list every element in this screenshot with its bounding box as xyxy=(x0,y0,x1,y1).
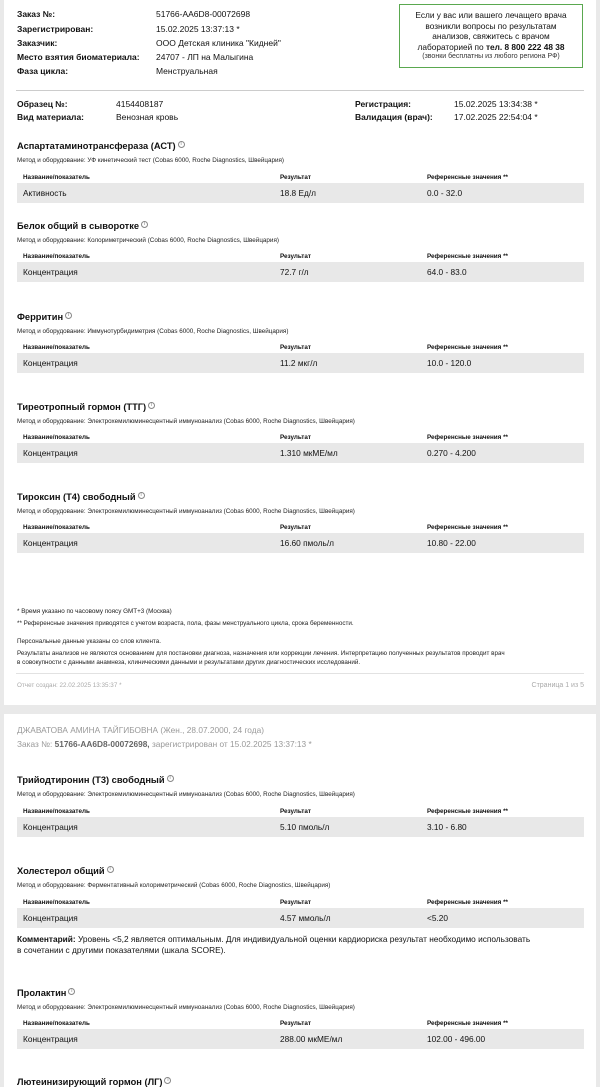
info-circle-icon[interactable]: i xyxy=(167,775,174,782)
test-method: Метод и оборудование: Электрохемилюминесцентный иммуноанализ (Cobas 6000, Roche Diagnostics, Швейцария) xyxy=(17,791,355,798)
header-name: Название/показатель xyxy=(23,1020,90,1027)
contact-phone[interactable]: тел. 8 800 222 48 38 xyxy=(485,41,565,52)
test-title-text: Лютеинизирующий гормон (ЛГ) xyxy=(17,1077,163,1087)
row-result: 16.60 пмоль/л xyxy=(280,538,335,548)
header-name: Название/показатель xyxy=(23,253,90,260)
footnote-reference: ** Референсные значения приводятся с учетом возраста, пола, фазы менструального цикла, срока беременности. xyxy=(17,620,354,627)
row-result: 288.00 мкМЕ/мл xyxy=(280,1034,343,1044)
contact-box xyxy=(399,4,583,68)
header-name: Название/показатель xyxy=(23,174,90,181)
material-label: Вид материала: xyxy=(17,112,85,122)
order-no-label: Заказ №: xyxy=(17,9,56,19)
validation-value: 17.02.2025 22:54:04 * xyxy=(454,112,538,122)
header-name: Название/показатель xyxy=(23,344,90,351)
comment-line-2: в сочетании с другими показателями (шкала SCORE). xyxy=(17,945,226,955)
row-name: Концентрация xyxy=(23,538,78,548)
registration-value: 15.02.2025 13:34:38 * xyxy=(454,99,538,109)
row-name: Концентрация xyxy=(23,913,78,923)
cycle-label: Фаза цикла: xyxy=(17,66,69,76)
footnote-personal: Персональные данные указаны со слов клиента. xyxy=(17,638,161,645)
header-reference: Референсные значения ** xyxy=(427,899,508,906)
order-prefix: Заказ №: xyxy=(17,739,53,749)
row-name: Активность xyxy=(23,188,67,198)
test-method: Метод и оборудование: УФ кинетический тест (Cobas 6000, Roche Diagnostics, Швейцария) xyxy=(17,157,284,164)
row-reference: 10.0 - 120.0 xyxy=(427,358,472,368)
row-name: Концентрация xyxy=(23,448,78,458)
row-result: 5.10 пмоль/л xyxy=(280,822,330,832)
row-name: Концентрация xyxy=(23,1034,78,1044)
sample-no-label: Образец №: xyxy=(17,99,68,109)
header-reference: Референсные значения ** xyxy=(427,344,508,351)
info-circle-icon[interactable]: i xyxy=(148,402,155,409)
header-reference: Референсные значения ** xyxy=(427,524,508,531)
header-name: Название/показатель xyxy=(23,899,90,906)
comment xyxy=(17,934,583,956)
contact-note: (звонки бесплатны из любого региона РФ) xyxy=(422,53,560,60)
header-reference: Референсные значения ** xyxy=(427,253,508,260)
contact-line-1: Если у вас или вашего лечащего врача xyxy=(415,10,567,20)
order-header xyxy=(17,739,312,749)
patient-header: ДЖАВАТОВА АМИНА ТАЙГИБОВНА (Жен., 28.07.2000, 24 года) xyxy=(17,725,264,735)
table-row xyxy=(17,533,584,553)
row-reference: 0.0 - 32.0 xyxy=(427,188,463,198)
header-result: Результат xyxy=(280,1020,311,1027)
row-reference: 10.80 - 22.00 xyxy=(427,538,476,548)
report-created: Отчет создан: 22.02.2025 13:35:37 * xyxy=(17,682,122,689)
header-reference: Референсные значения ** xyxy=(427,808,508,815)
test-method: Метод и оборудование: Иммунотурбидиметрия (Cobas 6000, Roche Diagnostics, Швейцария) xyxy=(17,328,289,335)
order-suffix: зарегистрирован от 15.02.2025 13:37:13 * xyxy=(151,739,312,749)
page-number: Страница 1 из 5 xyxy=(531,682,584,689)
customer-value: ООО Детская клиника "Кидней" xyxy=(156,38,281,48)
customer-label: Заказчик: xyxy=(17,38,58,48)
test-title xyxy=(17,402,155,412)
info-circle-icon[interactable]: i xyxy=(164,1077,171,1084)
row-result: 4.57 ммоль/л xyxy=(280,913,331,923)
header-name: Название/показатель xyxy=(23,434,90,441)
test-method: Метод и оборудование: Электрохемилюминесцентный иммуноанализ (Cobas 6000, Roche Diagnostics, Швейцария) xyxy=(17,1004,355,1011)
header-name: Название/показатель xyxy=(23,524,90,531)
divider xyxy=(16,673,584,674)
test-title-text: Пролактин xyxy=(17,988,67,998)
material-value: Венозная кровь xyxy=(116,112,179,122)
table-row xyxy=(17,353,584,373)
table-row xyxy=(17,183,584,203)
header-reference: Референсные значения ** xyxy=(427,434,508,441)
info-circle-icon[interactable]: i xyxy=(138,492,145,499)
test-title xyxy=(17,141,185,151)
test-title-text: Аспартатаминотрансфераза (АСТ) xyxy=(17,141,176,151)
site-label: Место взятия биоматериала: xyxy=(17,52,140,62)
row-name: Концентрация xyxy=(23,822,78,832)
header-reference: Референсные значения ** xyxy=(427,174,508,181)
test-title xyxy=(17,1077,171,1087)
registered-label: Зарегистрирован: xyxy=(17,24,94,34)
row-result: 18.8 Ед/л xyxy=(280,188,316,198)
header-reference: Референсные значения ** xyxy=(427,1020,508,1027)
header-result: Результат xyxy=(280,344,311,351)
test-title xyxy=(17,492,145,502)
header-result: Результат xyxy=(280,899,311,906)
test-title-text: Белок общий в сыворотке xyxy=(17,221,140,231)
test-method: Метод и оборудование: Колориметрический (Cobas 6000, Roche Diagnostics, Швейцария) xyxy=(17,237,279,244)
test-method: Метод и оборудование: Ферментативный колориметрический (Cobas 6000, Roche Diagnostics, Швейцария) xyxy=(17,882,331,889)
registration-label: Регистрация: xyxy=(355,99,412,109)
info-circle-icon[interactable]: i xyxy=(141,221,148,228)
comment-label: Комментарий: xyxy=(17,934,76,944)
comment-text-1: Уровень <5,2 является оптимальным. Для индивидуальной оценки кардиориска результат необходимо использовать xyxy=(77,934,531,944)
divider xyxy=(16,90,584,91)
table-row xyxy=(17,262,584,282)
row-name: Концентрация xyxy=(23,267,78,277)
header-result: Результат xyxy=(280,174,311,181)
order-no: 51766-AA6D8-00072698 xyxy=(156,9,251,19)
row-reference: 64.0 - 83.0 xyxy=(427,267,467,277)
row-result: 1.310 мкМЕ/мл xyxy=(280,448,338,458)
test-title-text: Трийодтиронин (Т3) свободный xyxy=(17,775,165,785)
footnote-disclaimer-1: Результаты анализов не являются основанием для постановки диагноза, назначения или коррекции лечения. Интерпретацию полученных результатов проводит врач xyxy=(17,650,505,657)
report-page-1 xyxy=(4,0,596,705)
test-title xyxy=(17,988,75,998)
header-result: Результат xyxy=(280,808,311,815)
contact-line-4 xyxy=(400,42,582,53)
test-title-text: Тиреотропный гормон (ТТГ) xyxy=(17,402,147,412)
report-page-2 xyxy=(4,714,596,1087)
header-result: Результат xyxy=(280,253,311,260)
header-result: Результат xyxy=(280,524,311,531)
contact-line-2: возникли вопросы по результатам xyxy=(425,20,557,31)
table-row xyxy=(17,817,584,837)
table-row xyxy=(17,1029,584,1049)
info-circle-icon[interactable]: i xyxy=(68,988,75,995)
test-title xyxy=(17,775,174,785)
test-title-text: Ферритин xyxy=(17,312,64,322)
header-name: Название/показатель xyxy=(23,808,90,815)
row-name: Концентрация xyxy=(23,358,78,368)
test-method: Метод и оборудование: Электрохемилюминесцентный иммуноанализ (Cobas 6000, Roche Diagnostics, Швейцария) xyxy=(17,508,355,515)
site-value: 24707 - ЛП на Малыгина xyxy=(156,52,254,62)
registered-value: 15.02.2025 13:37:13 * xyxy=(156,24,240,34)
contact-line-3: анализов, свяжитесь с врачом xyxy=(432,31,550,41)
row-result: 11.2 мкг/л xyxy=(280,358,318,368)
test-title xyxy=(17,866,114,876)
test-title-text: Тироксин (Т4) свободный xyxy=(17,492,136,502)
header-result: Результат xyxy=(280,434,311,441)
validation-label: Валидация (врач): xyxy=(355,112,433,122)
cycle-value: Менструальная xyxy=(156,66,218,76)
info-circle-icon[interactable]: i xyxy=(178,141,185,148)
test-title xyxy=(17,312,72,322)
test-title-text: Холестерол общий xyxy=(17,866,105,876)
row-reference: <5.20 xyxy=(427,913,448,923)
table-row xyxy=(17,443,584,463)
footnote-disclaimer-2: в совокупности с данными анамнеза, клиническими данными и результатами других диагностических исследований. xyxy=(17,659,361,666)
contact-line-4-prefix: лабораторией по xyxy=(417,41,484,52)
comment-line-1 xyxy=(17,934,583,945)
test-method: Метод и оборудование: Электрохемилюминесцентный иммуноанализ (Cobas 6000, Roche Diagnostics, Швейцария) xyxy=(17,418,355,425)
order-no: 51766-AA6D8-00072698, xyxy=(54,739,150,749)
row-result: 72.7 г/л xyxy=(280,267,309,277)
row-reference: 3.10 - 6.80 xyxy=(427,822,467,832)
footnote-time: * Время указано по часовому поясу GMT+3 (Москва) xyxy=(17,608,172,615)
table-row xyxy=(17,908,584,928)
test-title xyxy=(17,221,148,231)
info-circle-icon[interactable]: i xyxy=(107,866,114,873)
info-circle-icon[interactable]: i xyxy=(65,312,72,319)
row-reference: 102.00 - 496.00 xyxy=(427,1034,486,1044)
sample-no: 4154408187 xyxy=(116,99,164,109)
row-reference: 0.270 - 4.200 xyxy=(427,448,476,458)
